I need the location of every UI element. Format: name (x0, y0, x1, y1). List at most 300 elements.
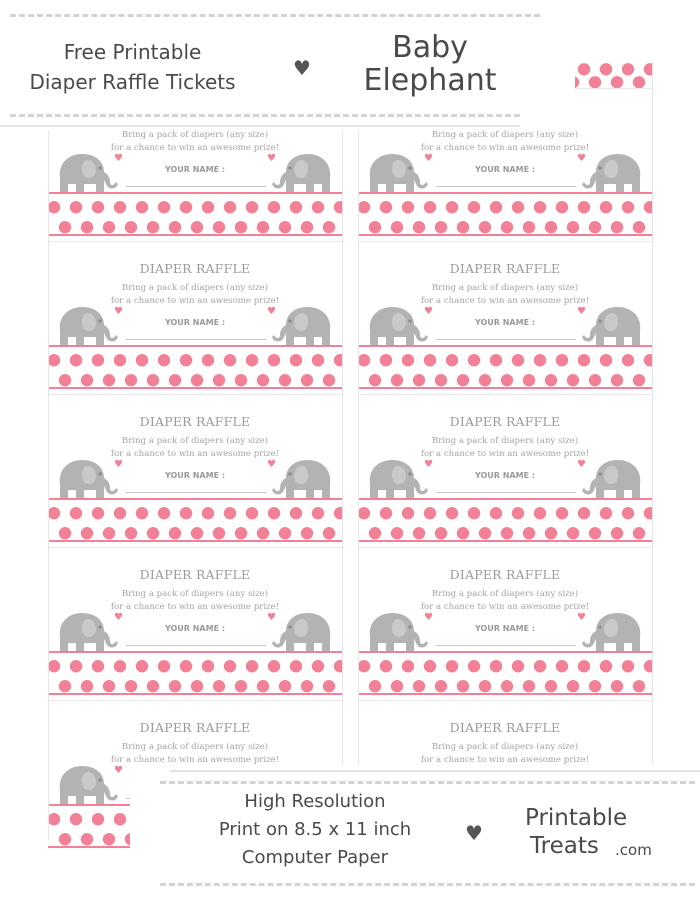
polka-dot (279, 527, 291, 539)
polka-dot (611, 527, 623, 539)
polka-dot (48, 813, 60, 825)
polka-dot (180, 660, 192, 672)
pink-rule (48, 234, 342, 236)
heart-icon: ♥ (114, 306, 123, 317)
polka-dot (235, 527, 247, 539)
polka-dot (446, 660, 458, 672)
heart-icon: ♥ (577, 459, 586, 470)
polka-dot (158, 354, 170, 366)
polka-dot (136, 201, 148, 213)
polka-dot (600, 201, 612, 213)
pink-rule (48, 345, 342, 347)
ticket-subtitle-line2: for a chance to win an awesome prize! (110, 449, 280, 459)
polka-dot (81, 833, 93, 845)
polka-dot (424, 201, 436, 213)
polka-dot (235, 680, 247, 692)
polka-dot (369, 527, 381, 539)
elephant-icon (52, 760, 120, 810)
heart-icon: ♥ (424, 459, 433, 470)
polka-dot (380, 507, 392, 519)
elephant-icon (580, 607, 648, 657)
polka-dot (600, 660, 612, 672)
column-border (48, 60, 49, 840)
polka-dot (301, 374, 313, 386)
polka-dot (622, 201, 634, 213)
elephant-icon (362, 607, 430, 657)
polka-dot (202, 201, 214, 213)
your-name-label: YOUR NAME : (474, 624, 536, 633)
pink-rule (358, 387, 652, 389)
ticket-subtitle-line1: Bring a pack of diapers (any size) (121, 742, 269, 752)
ticket-subtitle-line2: for a chance to win an awesome prize! (420, 143, 590, 153)
ticket-subtitle-line2: for a chance to win an awesome prize! (110, 602, 280, 612)
polka-dot (48, 354, 60, 366)
raffle-ticket (48, 547, 342, 698)
name-line (126, 645, 266, 646)
polka-dot (600, 63, 612, 75)
elephant-icon (362, 148, 430, 198)
polka-dot-band (48, 196, 342, 236)
polka-dot (59, 221, 71, 233)
polka-dot (103, 221, 115, 233)
ticket-subtitle-line1: Bring a pack of diapers (any size) (431, 436, 579, 446)
polka-dot (622, 660, 634, 672)
raffle-ticket (48, 394, 342, 545)
polka-dot (136, 354, 148, 366)
polka-dot (633, 680, 645, 692)
column-border (342, 60, 343, 840)
raffle-ticket (358, 241, 652, 392)
polka-dot (501, 374, 513, 386)
polka-dot (468, 354, 480, 366)
polka-dot (92, 507, 104, 519)
footer-line1: High Resolution (244, 791, 386, 812)
ticket-subtitle-line2: for a chance to win an awesome prize! (110, 296, 280, 306)
polka-dot (391, 527, 403, 539)
elephant-icon (52, 454, 120, 504)
pink-rule (358, 234, 652, 236)
polka-dot (644, 63, 652, 75)
polka-dot (633, 221, 645, 233)
polka-dot (103, 680, 115, 692)
polka-dot (246, 354, 258, 366)
ticket-title: DIAPER RAFFLE (139, 720, 251, 735)
footer-banner (130, 765, 700, 905)
polka-dot (59, 527, 71, 539)
polka-dot (213, 221, 225, 233)
name-line (436, 645, 576, 646)
pink-rule (48, 651, 342, 653)
polka-dot (334, 201, 342, 213)
polka-dot (191, 680, 203, 692)
name-line (436, 492, 576, 493)
header-title1: Baby (392, 30, 468, 65)
polka-dot (457, 221, 469, 233)
heart-icon: ♥ (424, 153, 433, 164)
pink-rule (48, 192, 342, 194)
polka-dot (213, 527, 225, 539)
polka-dot (59, 374, 71, 386)
polka-dot (446, 354, 458, 366)
polka-dot (59, 833, 71, 845)
footer-dash-bottom (160, 883, 695, 886)
polka-dot (523, 374, 535, 386)
polka-dot (191, 221, 203, 233)
elephant-icon (580, 148, 648, 198)
elephant-icon (362, 454, 430, 504)
polka-dot (413, 374, 425, 386)
elephant-icon (270, 301, 338, 351)
polka-dot (611, 221, 623, 233)
polka-dot (391, 374, 403, 386)
polka-dot (279, 221, 291, 233)
polka-dot (479, 374, 491, 386)
ticket-border (48, 547, 342, 548)
polka-dot (402, 660, 414, 672)
polka-dot (435, 374, 447, 386)
polka-dot (435, 527, 447, 539)
polka-dot (169, 374, 181, 386)
polka-dot (191, 527, 203, 539)
elephant-icon (270, 607, 338, 657)
polka-dot (312, 660, 324, 672)
polka-dot (268, 354, 280, 366)
brand-line2: Treats (530, 833, 599, 859)
polka-dot (457, 680, 469, 692)
polka-dot (490, 507, 502, 519)
raffle-ticket (358, 394, 652, 545)
heart-icon: ♥ (267, 612, 276, 623)
polka-dot (81, 221, 93, 233)
polka-dot (468, 507, 480, 519)
heart-icon: ♥ (267, 459, 276, 470)
polka-dot (545, 680, 557, 692)
polka-dot (147, 527, 159, 539)
polka-dot (92, 354, 104, 366)
polka-dot (224, 660, 236, 672)
pink-rule (358, 498, 652, 500)
polka-dot (589, 527, 601, 539)
polka-dot (512, 660, 524, 672)
polka-dot (358, 660, 370, 672)
polka-dot (323, 374, 335, 386)
polka-dot (114, 201, 126, 213)
elephant-icon (270, 148, 338, 198)
polka-dot (523, 221, 535, 233)
polka-dot (644, 660, 652, 672)
polka-dot (391, 680, 403, 692)
polka-dot (70, 507, 82, 519)
polka-dot (523, 527, 535, 539)
polka-dot (567, 221, 579, 233)
polka-dot (59, 680, 71, 692)
polka-dot (48, 660, 60, 672)
your-name-label: YOUR NAME : (474, 165, 536, 174)
polka-dot-band (358, 502, 652, 542)
heart-icon: ♥ (267, 153, 276, 164)
polka-dot (114, 507, 126, 519)
polka-dot (70, 813, 82, 825)
polka-dot (158, 201, 170, 213)
polka-dot (380, 201, 392, 213)
polka-dot (48, 507, 60, 519)
footer-line2: Print on 8.5 x 11 inch (218, 819, 412, 840)
polka-dot (578, 660, 590, 672)
polka-dot (369, 221, 381, 233)
polka-dot (567, 527, 579, 539)
elephant-icon (270, 454, 338, 504)
polka-dot (556, 660, 568, 672)
heart-icon: ♥ (114, 612, 123, 623)
polka-dot (402, 354, 414, 366)
polka-dot (369, 680, 381, 692)
polka-dot (611, 374, 623, 386)
polka-dot (501, 680, 513, 692)
pink-rule (48, 540, 342, 542)
column-border (652, 60, 653, 840)
polka-dot (578, 201, 590, 213)
polka-dot (479, 527, 491, 539)
polka-dot (290, 201, 302, 213)
heart-icon: ♥ (424, 306, 433, 317)
heart-icon: ♥ (267, 306, 276, 317)
polka-dot (534, 354, 546, 366)
column-border (358, 60, 359, 840)
polka-dot (257, 374, 269, 386)
heart-icon: ♥ (114, 765, 123, 776)
polka-dot (391, 221, 403, 233)
polka-dot-band (48, 655, 342, 695)
polka-dot (545, 527, 557, 539)
polka-dot (114, 660, 126, 672)
elephant-icon (580, 454, 648, 504)
ticket-border (358, 241, 652, 242)
ticket-subtitle-line2: for a chance to win an awesome prize! (420, 296, 590, 306)
polka-dot (268, 201, 280, 213)
polka-dot (290, 354, 302, 366)
ticket-subtitle-line2: for a chance to win an awesome prize! (420, 449, 590, 459)
polka-dot (92, 813, 104, 825)
pink-rule (358, 651, 652, 653)
polka-dot (125, 374, 137, 386)
ticket-subtitle-line1: Bring a pack of diapers (any size) (121, 589, 269, 599)
polka-dot (402, 201, 414, 213)
polka-dot (633, 527, 645, 539)
polka-dot (512, 507, 524, 519)
polka-dot (578, 507, 590, 519)
polka-dot (589, 374, 601, 386)
polka-dot (479, 680, 491, 692)
polka-dot (446, 507, 458, 519)
polka-dot (268, 507, 280, 519)
polka-dot (147, 374, 159, 386)
polka-dot (413, 680, 425, 692)
polka-dot (468, 201, 480, 213)
polka-dot (268, 660, 280, 672)
polka-dot (279, 374, 291, 386)
polka-dot (257, 527, 269, 539)
polka-dot (323, 527, 335, 539)
your-name-label: YOUR NAME : (164, 471, 226, 480)
polka-dot (301, 680, 313, 692)
name-line (126, 186, 266, 187)
polka-dot (556, 201, 568, 213)
polka-dot (633, 76, 645, 88)
polka-dot (246, 201, 258, 213)
ticket-title: DIAPER RAFFLE (449, 261, 561, 276)
polka-dot (290, 660, 302, 672)
polka-dot (534, 507, 546, 519)
polka-dot (523, 680, 535, 692)
polka-dot (70, 660, 82, 672)
polka-dot (312, 354, 324, 366)
polka-dot (424, 507, 436, 519)
polka-dot (334, 507, 342, 519)
polka-dot (479, 221, 491, 233)
polka-dot (556, 354, 568, 366)
elephant-icon (52, 607, 120, 657)
polka-dot (413, 221, 425, 233)
your-name-label: YOUR NAME : (474, 318, 536, 327)
polka-dot (644, 507, 652, 519)
polka-dot (468, 660, 480, 672)
polka-dot (556, 507, 568, 519)
heart-icon: ♥ (114, 459, 123, 470)
your-name-label: YOUR NAME : (474, 471, 536, 480)
ticket-subtitle-line2: for a chance to win an awesome prize! (420, 602, 590, 612)
polka-dot-band (358, 196, 652, 236)
polka-dot (369, 374, 381, 386)
ticket-subtitle-line2: for a chance to win an awesome prize! (420, 755, 590, 765)
polka-dot (235, 221, 247, 233)
your-name-label: YOUR NAME : (164, 165, 226, 174)
polka-dot (600, 354, 612, 366)
polka-dot (213, 680, 225, 692)
polka-dot (600, 507, 612, 519)
polka-dot (125, 527, 137, 539)
polka-dot (501, 527, 513, 539)
ticket-border (48, 394, 342, 395)
elephant-icon (52, 148, 120, 198)
polka-dot (512, 354, 524, 366)
polka-dot (136, 660, 148, 672)
polka-dot (457, 527, 469, 539)
polka-dot (334, 354, 342, 366)
ticket-subtitle-line1: Bring a pack of diapers (any size) (121, 283, 269, 293)
polka-dot (380, 354, 392, 366)
polka-dot (435, 221, 447, 233)
elephant-icon (362, 301, 430, 351)
polka-dot (301, 221, 313, 233)
polka-dot (622, 354, 634, 366)
brand-line1: Printable (525, 805, 628, 831)
ticket-subtitle-line1: Bring a pack of diapers (any size) (121, 130, 269, 140)
polka-dot (622, 507, 634, 519)
pink-rule (358, 693, 652, 695)
polka-dot (358, 354, 370, 366)
pink-rule (358, 192, 652, 194)
polka-dot (114, 813, 126, 825)
polka-dot (180, 507, 192, 519)
polka-dot (446, 201, 458, 213)
polka-dot (180, 201, 192, 213)
polka-dot (424, 354, 436, 366)
polka-dot (169, 527, 181, 539)
heart-icon: ♥ (424, 612, 433, 623)
ticket-title: DIAPER RAFFLE (449, 720, 561, 735)
polka-dot-band (48, 349, 342, 389)
polka-dot (534, 201, 546, 213)
polka-dot (202, 354, 214, 366)
polka-dot (413, 527, 425, 539)
polka-dot (213, 374, 225, 386)
polka-dot (158, 660, 170, 672)
polka-dot (70, 354, 82, 366)
polka-dot (169, 680, 181, 692)
ticket-border (358, 547, 652, 548)
polka-dot (103, 833, 115, 845)
polka-dot (136, 507, 148, 519)
raffle-ticket (48, 241, 342, 392)
polka-dot (147, 221, 159, 233)
polka-dot (92, 201, 104, 213)
polka-dot (589, 221, 601, 233)
polka-dot (490, 660, 502, 672)
polka-dot (224, 507, 236, 519)
polka-dot (191, 374, 203, 386)
polka-dot (358, 507, 370, 519)
footer-dash-top (160, 781, 695, 784)
polka-dot (490, 354, 502, 366)
polka-dot (611, 680, 623, 692)
pink-rule (48, 498, 342, 500)
ticket-title: DIAPER RAFFLE (449, 414, 561, 429)
polka-dot (334, 660, 342, 672)
polka-dot (301, 527, 313, 539)
polka-dot (323, 221, 335, 233)
polka-dot (180, 354, 192, 366)
polka-dot (81, 374, 93, 386)
polka-dot (457, 374, 469, 386)
polka-dot (358, 201, 370, 213)
polka-dot (589, 680, 601, 692)
elephant-icon (580, 301, 648, 351)
ticket-title: DIAPER RAFFLE (449, 567, 561, 582)
elephant-icon (52, 301, 120, 351)
polka-dot (147, 680, 159, 692)
polka-dot (125, 221, 137, 233)
polka-dot (48, 201, 60, 213)
polka-dot (246, 507, 258, 519)
ticket-subtitle-line2: for a chance to win an awesome prize! (110, 143, 280, 153)
polka-dot (323, 680, 335, 692)
polka-dot (578, 354, 590, 366)
polka-dot (589, 76, 601, 88)
footer-line3: Computer Paper (241, 847, 389, 868)
ticket-border (358, 700, 652, 701)
raffle-ticket (358, 547, 652, 698)
polka-dot (435, 680, 447, 692)
polka-dot (279, 680, 291, 692)
pink-rule (358, 345, 652, 347)
ticket-title: DIAPER RAFFLE (139, 567, 251, 582)
polka-dot (534, 660, 546, 672)
polka-dot (202, 660, 214, 672)
ticket-border (48, 700, 342, 701)
polka-dot (567, 680, 579, 692)
heart-icon: ♥ (293, 56, 311, 80)
polka-dot (246, 660, 258, 672)
